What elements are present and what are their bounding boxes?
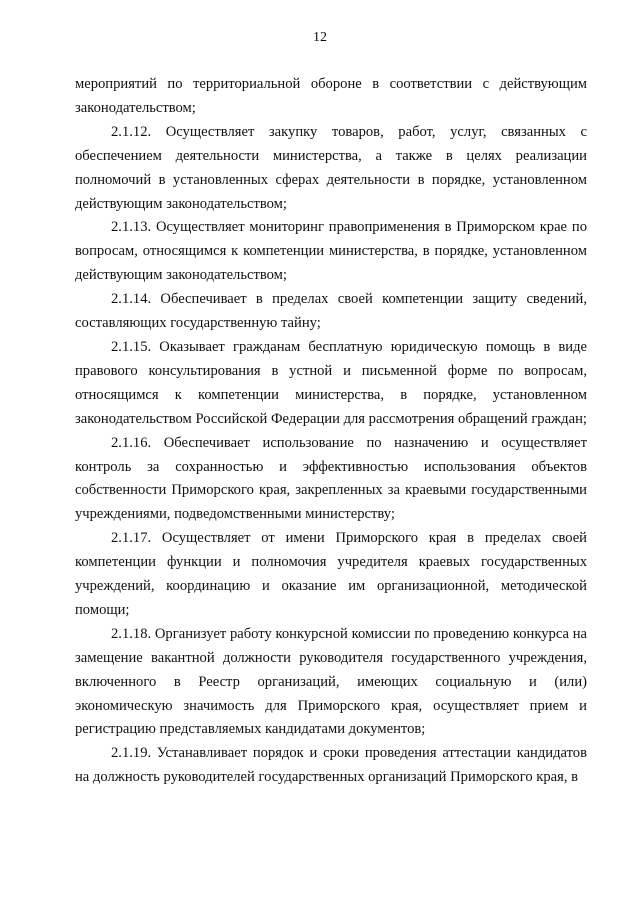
paragraph-2-1-14: 2.1.14. Обеспечивает в пределах своей компетенции защиту сведений, составляющих государственную тайну;: [75, 291, 587, 332]
paragraph-2-1-16: 2.1.16. Обеспечивает использование по назначению и осуществляет контроль за сохранностью и эффективностью использования объектов собственности Приморского края, закрепленных за краевыми государственными учреждениями, подведомственными министерству;: [75, 434, 587, 523]
paragraph-2-1-15: 2.1.15. Оказывает гражданам бесплатную юридическую помощь в виде правового консультирования в устной и письменной форме по вопросам, относящимся к компетенции министерства, в порядке, установленном законодательством Российской Федерации для рассмотрения обращений граждан;: [75, 338, 587, 427]
paragraph-2-1-19: 2.1.19. Устанавливает порядок и сроки проведения аттестации кандидатов на должность руководителей государственных организаций Приморского края, в: [75, 745, 587, 786]
paragraph-2-1-17: 2.1.17. Осуществляет от имени Приморского края в пределах своей компетенции функции и полномочия учредителя краевых государственных учреждений, координацию и оказание им организационной, методической помощи;: [75, 530, 587, 618]
paragraph-2-1-12: 2.1.12. Осуществляет закупку товаров, работ, услуг, связанных с обеспечением деятельности министерства, а также в целях реализации полномочий в установленных сферах деятельности в порядке, установленном действующим законодательством;: [75, 123, 587, 212]
paragraph-2-1-13: 2.1.13. Осуществляет мониторинг правоприменения в Приморском крае по вопросам, относящимся к компетенции министерства, в порядке, установленном действующим законодательством;: [75, 219, 587, 284]
page-number: 12: [313, 30, 327, 45]
paragraph-2-1-18: 2.1.18. Организует работу конкурсной комиссии по проведению конкурса на замещение вакантной должности руководителя государственного учреждения, включенного в Реестр организаций, имеющих социальную и (или) экономическую значимость для Приморского края, осуществляет прием и регистрацию представляемых кандидатами документов;: [75, 625, 587, 738]
paragraph-continuation: мероприятий по территориальной обороне в соответствии с действующим законодательством;: [75, 76, 587, 116]
document-body: [75, 73, 587, 790]
